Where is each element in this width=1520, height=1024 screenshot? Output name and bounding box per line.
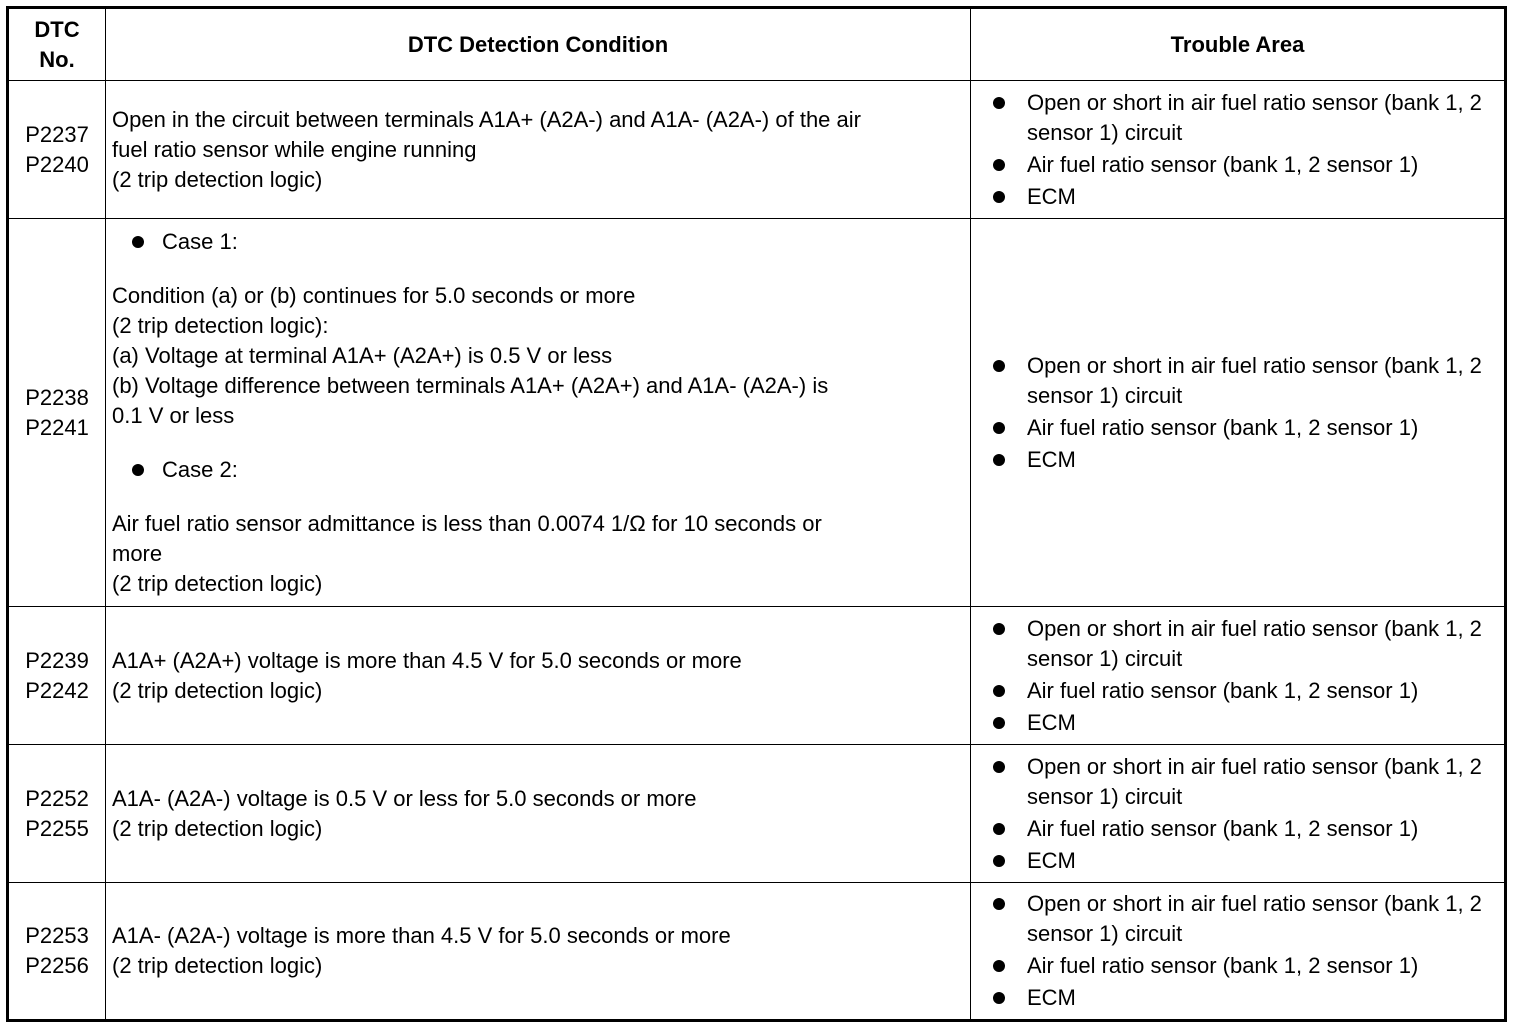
bullet-icon [993,855,1005,867]
condition-line: (2 trip detection logic) [112,570,323,596]
condition-line: (a) Voltage at terminal A1A+ (A2A+) is 0.5 V or less [112,342,613,368]
list-item [993,951,1498,981]
list-item [993,814,1498,844]
list-item [993,752,1498,812]
table-header-row [8,8,1506,81]
bullet-icon [993,422,1005,434]
condition-line: A1A+ (A2A+) voltage is more than 4.5 V for 5.0 seconds or more [112,647,742,673]
trouble-area-item: Open or short in air fuel ratio sensor (bank 1, 2 sensor 1) circuit [1027,615,1482,671]
detection-condition [106,81,971,219]
trouble-area [971,81,1506,219]
trouble-area-item: ECM [1027,847,1076,873]
case-1-label: Case 1: [162,228,238,254]
bullet-icon [993,898,1005,910]
condition-line: Air fuel ratio sensor admittance is less than 0.0074 1/Ω for 10 seconds or [112,510,822,536]
bullet-icon [993,685,1005,697]
table-row [8,219,1506,607]
dtc-code: P2256 [25,953,89,978]
trouble-area-item: Air fuel ratio sensor (bank 1, 2 sensor 1) [1027,953,1419,978]
bullet-icon [993,823,1005,835]
bullet-icon [993,97,1005,109]
detection-condition [106,883,971,1021]
trouble-area [971,219,1506,607]
bullet-icon [993,717,1005,729]
header-trouble-area: Trouble Area [971,8,1506,81]
bullet-icon [993,761,1005,773]
condition-line: 0.1 V or less [112,402,235,428]
header-dtc-no [8,8,106,81]
condition-line: (b) Voltage difference between terminals A1A+ (A2A+) and A1A- (A2A-) is [112,372,829,398]
trouble-area-item: ECM [1027,183,1076,209]
trouble-area-item: Open or short in air fuel ratio sensor (bank 1, 2 sensor 1) circuit [1027,352,1482,408]
trouble-area-item: Air fuel ratio sensor (bank 1, 2 sensor 1) [1027,414,1419,440]
trouble-area [971,883,1506,1021]
condition-line: Condition (a) or (b) continues for 5.0 seconds or more [112,282,636,308]
bullet-icon [993,454,1005,466]
bullet-icon [993,623,1005,635]
bullet-icon [993,960,1005,972]
dtc-code: P2253 [25,923,89,948]
bullet-icon [132,464,144,476]
detection-condition [106,607,971,745]
table-row [8,607,1506,745]
trouble-area [971,607,1506,745]
case-1-heading [132,227,964,257]
list-item [993,182,1498,212]
dtc-codes [8,607,106,745]
dtc-code: P2252 [25,785,89,811]
bullet-icon [993,992,1005,1004]
trouble-area-item: Open or short in air fuel ratio sensor (bank 1, 2 sensor 1) circuit [1027,753,1482,809]
dtc-code: P2241 [25,414,89,440]
dtc-code: P2255 [25,815,89,841]
condition-line: A1A- (A2A-) voltage is 0.5 V or less for 5.0 seconds or more [112,785,697,811]
condition-line: fuel ratio sensor while engine running [112,136,477,162]
trouble-area-item: ECM [1027,985,1076,1010]
trouble-area-item: ECM [1027,446,1076,472]
list-item [993,983,1498,1013]
trouble-area-item: Air fuel ratio sensor (bank 1, 2 sensor 1) [1027,151,1419,177]
condition-line: Open in the circuit between terminals A1A+ (A2A-) and A1A- (A2A-) of the air [112,106,861,132]
condition-line: (2 trip detection logic) [112,815,323,841]
list-item [993,445,1498,475]
condition-line: (2 trip detection logic) [112,953,323,978]
condition-line: A1A- (A2A-) voltage is more than 4.5 V for 5.0 seconds or more [112,923,731,948]
trouble-area-item: Air fuel ratio sensor (bank 1, 2 sensor 1) [1027,677,1419,703]
detection-condition [106,745,971,883]
list-item [993,846,1498,876]
bullet-icon [993,191,1005,203]
case-2-heading [132,455,964,485]
dtc-table [6,6,1507,1022]
dtc-codes [8,883,106,1021]
bullet-icon [993,360,1005,372]
trouble-area-item: Air fuel ratio sensor (bank 1, 2 sensor 1) [1027,815,1419,841]
dtc-codes [8,81,106,219]
list-item [993,889,1498,949]
header-dtc-no-line2: No. [39,46,75,72]
case-2-label: Case 2: [162,456,238,482]
trouble-area [971,745,1506,883]
list-item [993,150,1498,180]
dtc-code: P2239 [25,647,89,673]
dtc-code: P2240 [25,151,89,177]
list-item [993,88,1498,148]
list-item [993,614,1498,674]
trouble-area-item: ECM [1027,709,1076,735]
condition-line: (2 trip detection logic) [112,166,323,192]
header-dtc-no-line1: DTC [34,16,80,42]
list-item [993,413,1498,443]
table-row [8,745,1506,883]
dtc-code: P2242 [25,677,89,703]
list-item [993,708,1498,738]
header-detection-condition: DTC Detection Condition [106,8,971,81]
dtc-codes [8,219,106,607]
table-row [8,883,1506,1021]
dtc-code: P2238 [25,384,89,410]
bullet-icon [132,236,144,248]
condition-line: (2 trip detection logic) [112,677,323,703]
condition-line: (2 trip detection logic): [112,312,329,338]
list-item [993,351,1498,411]
trouble-area-item: Open or short in air fuel ratio sensor (bank 1, 2 sensor 1) circuit [1027,89,1482,145]
table-row [8,81,1506,219]
detection-condition [106,219,971,607]
bullet-icon [993,159,1005,171]
trouble-area-item: Open or short in air fuel ratio sensor (bank 1, 2 sensor 1) circuit [1027,891,1482,946]
dtc-codes [8,745,106,883]
list-item [993,676,1498,706]
condition-line: more [112,540,163,566]
dtc-code: P2237 [25,121,89,147]
